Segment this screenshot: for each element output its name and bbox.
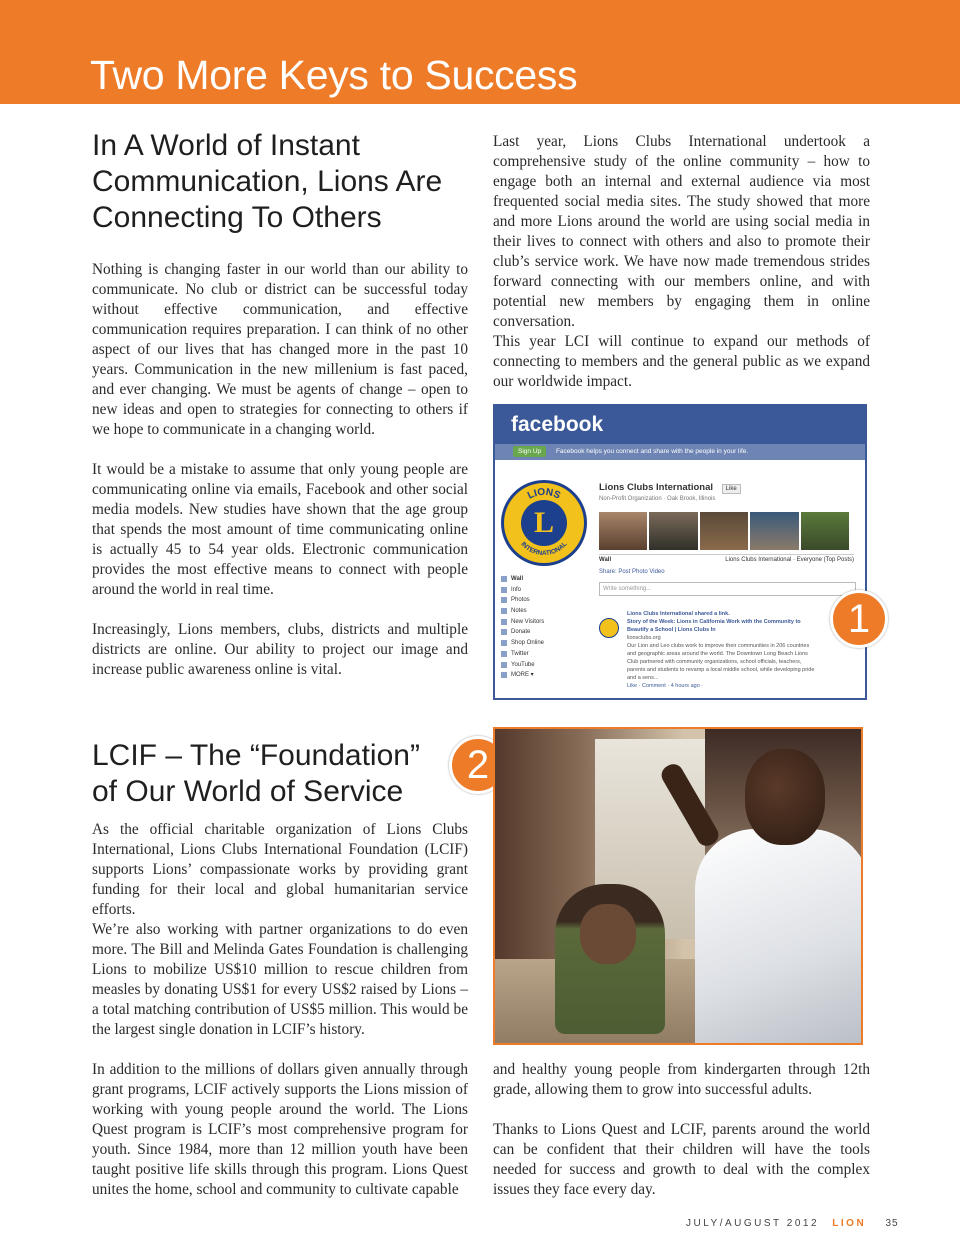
fb-sidebar-item: Wall bbox=[499, 574, 579, 585]
page-title: Two More Keys to Success bbox=[90, 52, 578, 98]
fb-page-subtitle: Non-Profit Organization · Oak Brook, Illinois bbox=[599, 496, 716, 502]
section1-heading-line: In A World of Instant bbox=[92, 129, 360, 162]
wall-filter: Lions Clubs International · Everyone (Top Posts) bbox=[725, 557, 854, 563]
fb-post bbox=[599, 610, 819, 690]
fb-sidebar-item: Info bbox=[499, 585, 579, 596]
post-body: Our Lion and Leo clubs work to improve their communities in 206 countries and geographic areas around the world. The Downtown Long Beach Lions Club partnered with community organizations, school officials, teachers, parents and students to revamp a local middle school, while developing pride and a sens... bbox=[627, 643, 815, 681]
number-badge-1: 1 bbox=[830, 590, 888, 648]
post-title: Lions Clubs International shared a link. bbox=[627, 611, 730, 617]
fb-sidebar-item: MORE ▾ bbox=[499, 670, 579, 681]
seal-top-text: LIONS bbox=[525, 486, 562, 502]
like-button: Like bbox=[722, 484, 741, 494]
fb-sidebar-item: YouTube bbox=[499, 660, 579, 671]
page-number: 35 bbox=[885, 1218, 899, 1229]
post-meta: Like · Comment · 4 hours ago · bbox=[627, 683, 704, 689]
fb-sidebar-item: Notes bbox=[499, 606, 579, 617]
lions-seal-logo bbox=[501, 480, 587, 566]
paragraph: Last year, Lions Clubs International undertook a comprehensive study of the online community – how to engage both an internal and external audience via most frequented social media sites. The study showed that more and more Lions around the world are using social media in their lives to connect with others and also to promote their club’s service work. We have now made tremendous strides forward connecting with our members online, and with potential new members by engaging them in online conversation. bbox=[493, 133, 870, 330]
fb-wall-header bbox=[599, 554, 854, 563]
post-avatar bbox=[599, 618, 619, 638]
issue-date: JULY/AUGUST 2012 bbox=[686, 1218, 820, 1229]
paragraph: This year LCI will continue to expand our methods of connecting to members and the general public as we expand our worldwide impact. bbox=[493, 333, 870, 390]
section2-heading bbox=[92, 738, 420, 810]
photo-thumbnail bbox=[700, 512, 748, 550]
nurse-child-photo bbox=[493, 727, 863, 1045]
paragraph: Increasingly, Lions members, clubs, districts and multiple districts are online. Our ability to project our image and increase public awareness online is vital. bbox=[92, 621, 468, 678]
fb-share-bar: Share: Post Photo Video bbox=[599, 569, 665, 575]
fb-sidebar-item: Photos bbox=[499, 595, 579, 606]
photo-thumbnail bbox=[801, 512, 849, 550]
fb-page-name bbox=[599, 482, 741, 493]
paragraph: and healthy young people from kindergarten through 12th grade, allowing them to grow into successful adults. bbox=[493, 1061, 870, 1098]
section1-heading-line: Communication, Lions Are bbox=[92, 165, 443, 198]
paragraph: It would be a mistake to assume that only young people are communicating online via emails, Facebook and other social media models. New studies have shown that the age group that spends the most amount of time communicating online is actually 45 to 54 year olds. Electronic communication provides the most effective means to connect with people around the world in real time. bbox=[92, 461, 468, 598]
section2-heading-line: LCIF – The “Foundation” bbox=[92, 739, 420, 772]
paragraph: In addition to the millions of dollars given annually through grant programs, LCIF actively supports the Lions mission of working with young people around the world. The Lions Quest program is LCIF’s most comprehensive program for youth. Since 1984, more than 12 million youth have been taught positive life skills through this program. Lions Quest unites the home, school and community to cultivate capable bbox=[92, 1061, 468, 1198]
signup-button: Sign Up bbox=[513, 446, 546, 457]
fb-photo-strip bbox=[599, 512, 849, 550]
photo-thumbnail bbox=[649, 512, 697, 550]
post-link: Story of the Week: Lions in California Work with the Community to Beautify a School | Lions Clubs In bbox=[627, 619, 801, 633]
fb-sidebar-item: Donate bbox=[499, 627, 579, 638]
header-banner bbox=[0, 0, 960, 104]
fb-page-name-text: Lions Clubs International bbox=[599, 482, 714, 493]
post-domain: lionsclubs.org bbox=[627, 635, 661, 641]
facebook-tagline: Facebook helps you connect and share with the people in your life. bbox=[555, 448, 749, 455]
photo-thumbnail bbox=[599, 512, 647, 550]
page-footer bbox=[686, 1218, 899, 1229]
magazine-name: LION bbox=[832, 1218, 867, 1229]
photo-thumbnail bbox=[750, 512, 798, 550]
paragraph: We’re also working with partner organizations to do even more. The Bill and Melinda Gates Foundation is challenging Lions to mobilize US$10 million to rescue children from measles by donating US$1 for every US$2 raised by Lions – a total matching contribution of US$5 million. This would be the largest single donation in LCIF’s history. bbox=[92, 921, 468, 1038]
fb-status-input: Write something... bbox=[599, 582, 856, 596]
paragraph: Nothing is changing faster in our world than our ability to communicate. No club or district can be successful today without effective communication, and effective communication requires preparation. I can think of no other aspect of our lives that has changed more in the past 10 years. Communication in the new millenium is fast paced, and ever changing. We must be agents of change – open to new ideas and open to strategies for connecting to others if we hope to communicate in a changing world. bbox=[92, 261, 468, 438]
paragraph: Thanks to Lions Quest and LCIF, parents around the world can be confident that their children will have the tools needed for success and growth to deal with the complex issues they face every day. bbox=[493, 1121, 870, 1198]
wall-label: Wall bbox=[599, 557, 612, 563]
section1-heading bbox=[92, 128, 442, 236]
facebook-screenshot bbox=[493, 404, 867, 700]
section2-heading-line: of Our World of Service bbox=[92, 775, 404, 808]
section1-heading-line: Connecting To Others bbox=[92, 201, 382, 234]
seal-bottom-text: INTERNATIONAL bbox=[519, 540, 569, 557]
fb-sidebar-item: New Visitors bbox=[499, 617, 579, 628]
number-badge-2: 2 bbox=[449, 736, 507, 794]
fb-sidebar bbox=[499, 574, 579, 681]
paragraph: As the official charitable organization of Lions Clubs International, Lions Clubs International Foundation (LCIF) supports Lions’ compassionate works by providing grant funding for their local and global humanitarian service efforts. bbox=[92, 821, 468, 918]
facebook-logo: facebook bbox=[495, 406, 865, 444]
seal-letter: L bbox=[521, 500, 567, 546]
facebook-signup-bar bbox=[495, 444, 865, 460]
fb-sidebar-item: Shop Online bbox=[499, 638, 579, 649]
fb-sidebar-item: Twitter bbox=[499, 649, 579, 660]
